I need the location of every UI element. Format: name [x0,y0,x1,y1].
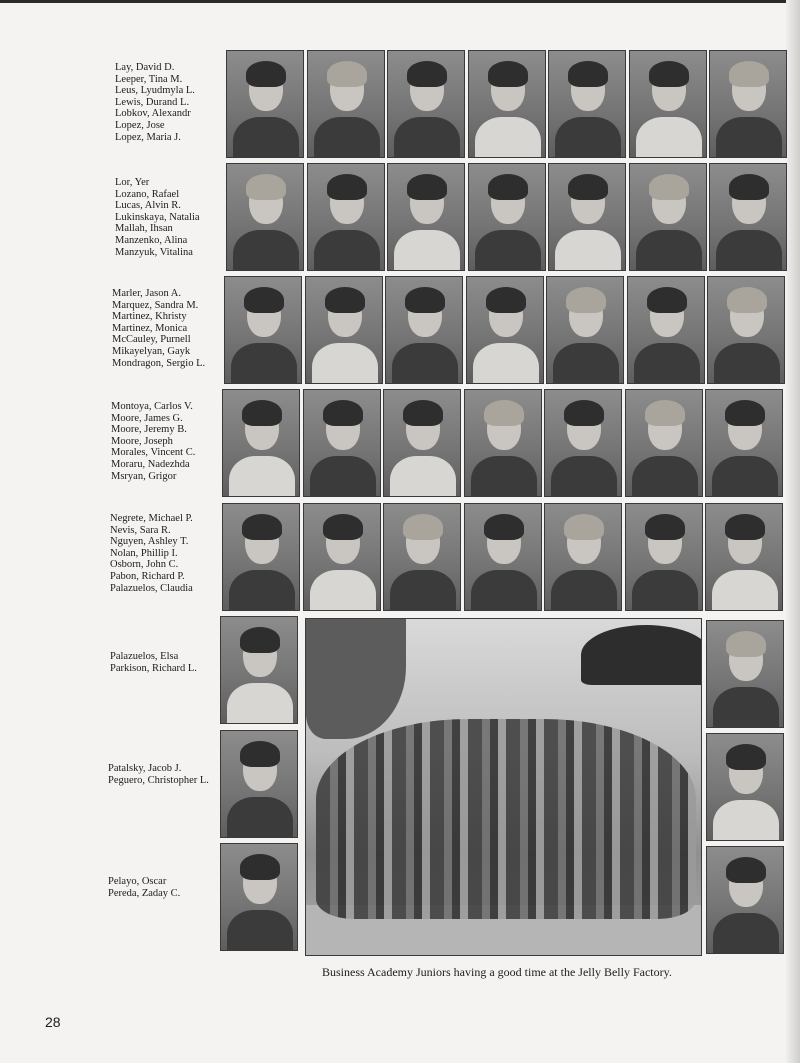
student-name: Manzenko, Alina [115,234,188,246]
student-name: Manzyuk, Vitalina [115,246,193,258]
student-portrait [387,163,465,271]
student-name: Lopez, Maria J. [115,131,181,143]
name-list-row-6 [110,651,197,674]
student-portrait [466,276,544,384]
student-name: McCauley, Purnell [112,334,191,346]
student-portrait [387,50,465,158]
student-name: Montoya, Carlos V. [111,401,193,412]
student-name: Martinez, Khristy [112,311,187,323]
student-portrait [625,389,703,497]
student-name: Mondragon, Sergio L. [112,357,206,369]
tree-shape [306,619,406,739]
student-portrait [226,50,304,158]
student-name: Osborn, John C. [110,559,179,571]
student-name: Mikayelyan, Gayk [112,345,191,357]
awning-shape [581,625,702,685]
group-photo [305,618,702,956]
student-name: Pelayo, Oscar [108,876,167,887]
student-portrait [629,163,707,271]
crowd-shape [316,719,696,919]
student-portrait [464,389,542,497]
student-name: Lozano, Rafael [115,188,180,200]
student-portrait [707,276,785,384]
student-portrait [706,733,784,841]
student-name: Lobkov, Alexandr [115,108,191,120]
student-portrait [468,50,546,158]
student-name: Moore, Joseph [111,435,173,447]
student-name: Lor, Yer [115,177,150,188]
student-portrait [544,503,622,611]
page-edge-shadow [786,0,800,1063]
student-name: Peguero, Christopher L. [108,774,209,786]
photo-caption: Business Academy Juniors having a good time at the Jelly Belly Factory. [322,965,672,979]
student-portrait [226,163,304,271]
student-name: Leeper, Tina M. [115,73,183,85]
student-portrait [220,843,298,951]
student-name: Nolan, Phillip I. [110,547,178,559]
student-portrait [627,276,705,384]
student-name: Lewis, Durand L. [115,96,190,108]
student-name: Lucas, Alvin R. [115,200,181,212]
student-portrait [222,389,300,497]
student-name: Palazuelos, Elsa [110,651,179,662]
student-portrait [307,163,385,271]
student-portrait [709,163,787,271]
student-portrait [307,50,385,158]
student-name: Nguyen, Ashley T. [110,536,189,548]
student-portrait [544,389,622,497]
name-list-row-7 [108,763,209,786]
name-list-row-3 [112,288,205,369]
student-name: Parkison, Richard L. [110,662,197,674]
student-portrait [629,50,707,158]
student-portrait [220,730,298,838]
student-name: Moore, Jeremy B. [111,424,187,436]
student-portrait [548,163,626,271]
student-name: Leus, Lyudmyla L. [115,85,195,97]
student-name: Marler, Jason A. [112,288,181,299]
student-name: Palazuelos, Claudia [110,582,193,594]
student-portrait [220,616,298,724]
student-name: Moore, James G. [111,412,183,424]
student-name: Lopez, Jose [115,119,165,131]
student-portrait [464,503,542,611]
student-portrait [303,503,381,611]
student-portrait [706,846,784,954]
student-portrait [705,389,783,497]
student-name: Marquez, Sandra M. [112,299,199,311]
student-portrait [468,163,546,271]
student-portrait [222,503,300,611]
name-list-row-1 [115,62,195,143]
name-list-row-2 [115,177,200,258]
student-name: Pabon, Richard P. [110,570,185,582]
student-portrait [305,276,383,384]
student-portrait [385,276,463,384]
student-portrait [709,50,787,158]
student-name: Moraru, Nadezhda [111,458,190,470]
student-portrait [706,620,784,728]
student-portrait [303,389,381,497]
page-number: 28 [45,1014,61,1030]
name-list-row-8 [108,876,180,899]
student-name: Pereda, Zaday C. [108,887,181,899]
name-list-row-4 [111,401,195,482]
student-name: Mallah, Ihsan [115,223,173,235]
student-name: Patalsky, Jacob J. [108,763,182,774]
student-name: Lay, David D. [115,62,175,73]
student-name: Nevis, Sara R. [110,524,171,536]
student-name: Msryan, Grigor [111,470,177,482]
student-name: Martinez, Monica [112,322,188,334]
student-name: Negrete, Michael P. [110,513,193,524]
student-portrait [548,50,626,158]
student-portrait [383,503,461,611]
name-list-row-5 [110,513,193,594]
student-portrait [625,503,703,611]
student-portrait [383,389,461,497]
student-name: Morales, Vincent C. [111,447,196,459]
top-rule [0,0,800,3]
student-portrait [224,276,302,384]
student-portrait [546,276,624,384]
student-name: Lukinskaya, Natalia [115,211,200,223]
student-portrait [705,503,783,611]
